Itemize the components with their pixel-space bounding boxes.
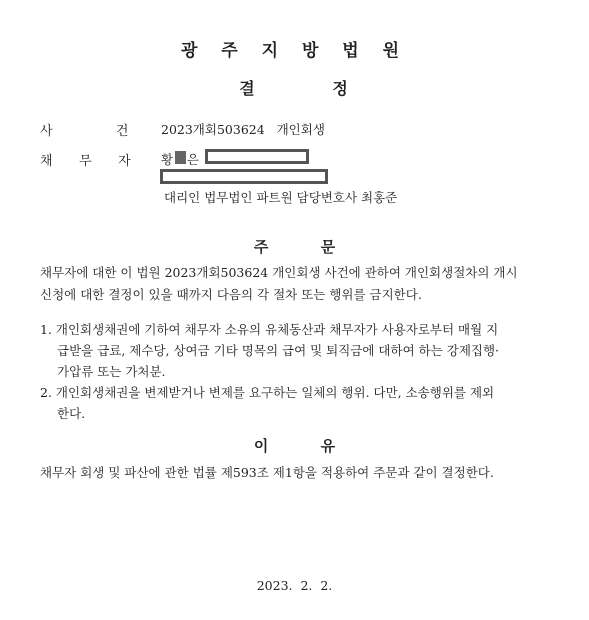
- order-item-1-line-3: 가압류 또는 가처분.: [57, 364, 166, 379]
- agent-line: 대리인 법무법인 파트원 담당변호사 최홍준: [164, 190, 398, 205]
- order-item-1-line-2: 급받을 급료, 제수당, 상여금 기타 명목의 급여 및 퇴직금에 대하여 하는 강제집행·: [57, 343, 500, 358]
- order-item-2-line-1: 2. 개인회생채권을 변제받거나 변제를 요구하는 일체의 행위. 다만, 소송행위를 제외: [40, 385, 495, 400]
- case-number: 2023개회503624 개인회생: [161, 122, 325, 137]
- order-item-2-line-2: 한다.: [57, 406, 86, 421]
- redaction-mark: [175, 151, 186, 164]
- court-name: 광 주 지 방 법 원: [180, 41, 409, 61]
- debtor-name-last: 은: [187, 152, 200, 167]
- decision-date: 2023. 2. 2.: [256, 578, 333, 593]
- order-intro-line-1: 채무자에 대한 이 법원 2023개회503624 개인회생 사건에 관하여 개인회생절차의 개시: [40, 265, 518, 280]
- order-item-1-line-1: 1. 개인회생채권에 기하여 채무자 소유의 유체동산과 채무자가 사용자로부터 매월 지: [40, 322, 499, 337]
- case-label: 사 건: [40, 124, 131, 139]
- debtor-name-first: 황: [161, 152, 174, 167]
- redaction-box: [160, 169, 328, 184]
- document-kind: 결 정: [239, 79, 350, 98]
- order-heading: 주 문: [253, 238, 336, 256]
- redaction-box: [205, 149, 309, 164]
- reason-text: 채무자 회생 및 파산에 관한 법률 제593조 제1항을 적용하여 주문과 같이 결정한다.: [40, 465, 494, 480]
- debtor-label: 채 무 자: [40, 154, 133, 169]
- reason-heading: 이 유: [253, 437, 336, 455]
- order-intro-line-2: 신청에 대한 결정이 있을 때까지 다음의 각 절차 또는 행위를 금지한다.: [40, 287, 422, 302]
